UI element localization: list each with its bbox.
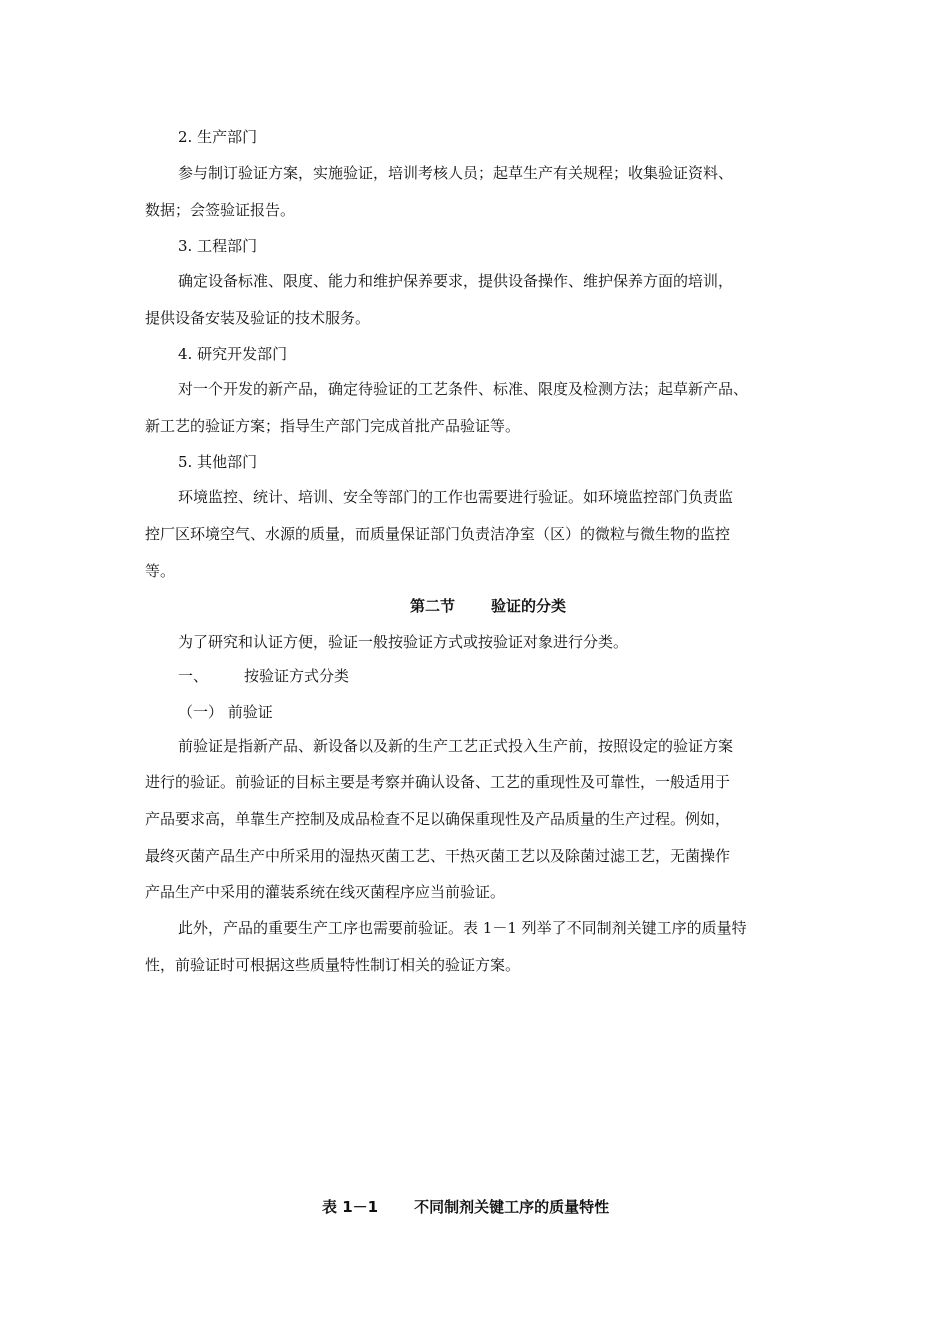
section-number: 第二节: [410, 597, 456, 615]
paragraph-line: 最终灭菌产品生产中所采用的湿热灭菌工艺、干热灭菌工艺以及除菌过滤工艺，无菌操作: [145, 847, 731, 865]
section-intro: 为了研究和认证方便，验证一般按验证方式或按验证对象进行分类。: [178, 633, 629, 651]
heading-other: 5. 其他部门: [178, 453, 258, 471]
paragraph-line: 对一个开发的新产品，确定待验证的工艺条件、标准、限度及检测方法；起草新产品、: [178, 380, 749, 398]
subheading-prevalidation: （一） 前验证: [178, 703, 273, 721]
paragraph-line: 产品生产中采用的灌装系统在线灭菌程序应当前验证。: [145, 883, 506, 901]
paragraph-line: 此外，产品的重要生产工序也需要前验证。表 1－1 列举了不同制剂关键工序的质量特: [178, 919, 747, 937]
paragraph-line: 前验证是指新产品、新设备以及新的生产工艺正式投入生产前，按照设定的验证方案: [178, 737, 734, 755]
part-number: 一、: [178, 667, 209, 685]
table-title: 不同制剂关键工序的质量特性: [414, 1198, 610, 1216]
section-title: [410, 596, 566, 616]
paragraph-line: 参与制订验证方案，实施验证，培训考核人员；起草生产有关规程；收集验证资料、: [178, 164, 734, 182]
table-caption: [322, 1197, 609, 1217]
paragraph-line: 新工艺的验证方案；指导生产部门完成首批产品验证等。: [145, 417, 521, 435]
part-heading: [178, 666, 349, 686]
heading-production: 2. 生产部门: [178, 128, 258, 146]
paragraph-line: 数据；会签验证报告。: [145, 201, 296, 219]
paragraph-line: 进行的验证。前验证的目标主要是考察并确认设备、工艺的重现性及可靠性，一般适用于: [145, 773, 731, 791]
paragraph-line: 等。: [145, 562, 176, 580]
paragraph-line: 提供设备安装及验证的技术服务。: [145, 309, 371, 327]
table-number: 表 1－1: [322, 1198, 379, 1216]
heading-engineering: 3. 工程部门: [178, 237, 258, 255]
paragraph-line: 性，前验证时可根据这些质量特性制订相关的验证方案。: [145, 956, 521, 974]
paragraph-line: 控厂区环境空气、水源的质量，而质量保证部门负责洁净室（区）的微粒与微生物的监控: [145, 525, 731, 543]
paragraph-line: 确定设备标准、限度、能力和维护保养要求，提供设备操作、维护保养方面的培训，: [178, 272, 734, 290]
section-title-text: 验证的分类: [491, 597, 567, 615]
paragraph-line: 产品要求高，单靠生产控制及成品检查不足以确保重现性及产品质量的生产过程。例如，: [145, 810, 731, 828]
paragraph-line: 环境监控、统计、培训、安全等部门的工作也需要进行验证。如环境监控部门负责监: [178, 488, 734, 506]
part-title: 按验证方式分类: [244, 667, 350, 685]
heading-rnd: 4. 研究开发部门: [178, 345, 288, 363]
